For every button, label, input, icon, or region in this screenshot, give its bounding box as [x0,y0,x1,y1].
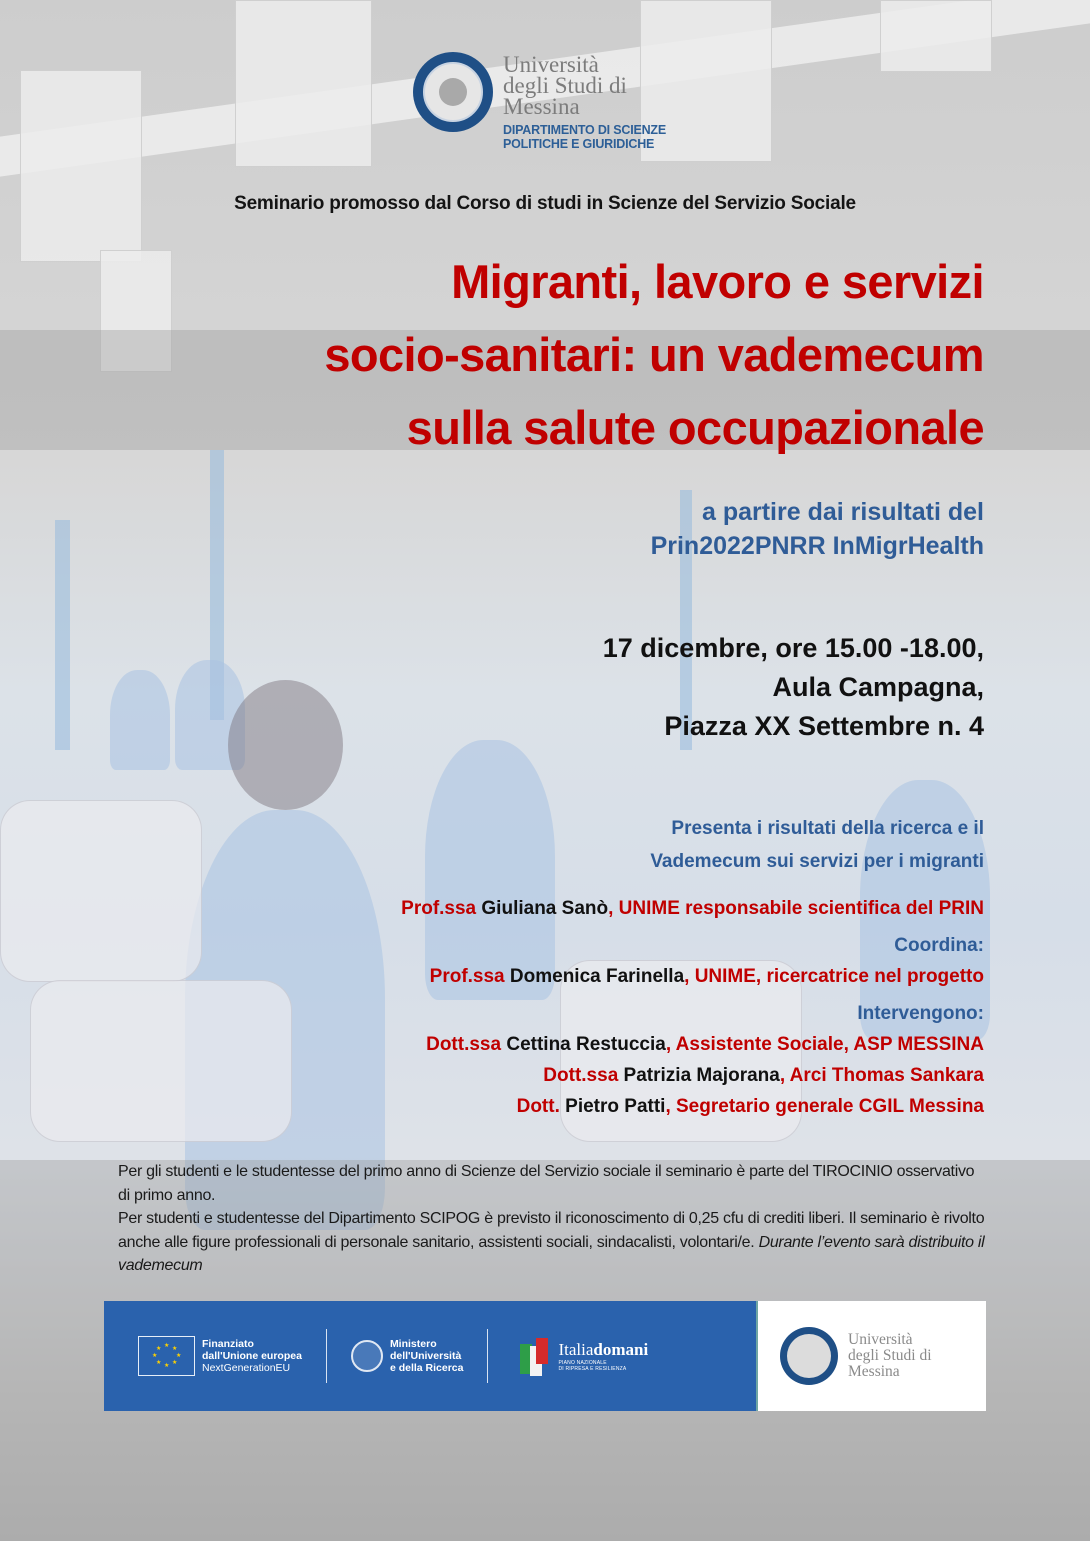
divider [326,1329,327,1383]
speaker-panel: Dott. Pietro Patti, Segretario generale CGIL Messina [516,1096,984,1117]
event-address: Piazza XX Settembre n. 4 [664,711,984,741]
department-name: DIPARTIMENTO DI SCIENZE POLITICHE E GIURIDICHE [503,123,667,151]
university-name-small: Università degli Studi di Messina [848,1331,932,1380]
panel-label: Intervengono: [857,1003,984,1024]
event-subtitle: a partire dai risultati del Prin2022PNRR InMigrHealth [650,498,984,560]
speaker-coordinator: Prof.ssa Domenica Farinella, UNIME, ricercatrice nel progetto [429,966,984,987]
notes [118,1160,988,1278]
university-logo-banner [756,1301,986,1411]
university-seal-icon [780,1327,838,1385]
speaker-presenter: Prof.ssa Giuliana Sanò, UNIME responsabile scientifica del PRIN [401,898,984,919]
eu-funding-text: Finanziato dall'Unione europea NextGenerationEU [202,1338,302,1374]
event-date-time: 17 dicembre, ore 15.00 -18.00, [602,633,984,663]
speakers-list [401,893,984,1122]
promo-line: Seminario promosso dal Corso di studi in Scienze del Servizio Sociale [234,193,856,214]
funding-logos [104,1301,756,1411]
presents-text: Presenta i risultati della ricerca e il Vademecum sui servizi per i migranti [650,818,984,872]
note-paragraph: Per studenti e studentesse del Dipartimento SCIPOG è previsto il riconoscimento di 0,25 cfu di crediti liberi. Il seminario è rivolto anche alle figure professionali di personale sanitario, assistenti sociali, sindacalisti, volontari/e. Durante l’evento sarà distribuito il vademecum [118,1210,985,1274]
sponsor-banner [104,1301,986,1411]
note-paragraph: Per gli studenti e le studentesse del primo anno di Scienze del Servizio sociale il seminario è parte del TIROCINIO osservativo di primo anno. [118,1163,975,1204]
italia-domani-flag-icon [512,1336,552,1376]
speaker-panel: Dott.ssa Cettina Restuccia, Assistente Sociale, ASP MESSINA [426,1034,984,1055]
event-room: Aula Campagna, [772,672,984,702]
speaker-panel: Dott.ssa Patrizia Majorana, Arci Thomas Sankara [543,1065,984,1086]
italia-domani-text: Italiadomani PIANO NAZIONALE DI RIPRESA E RESILIENZA [558,1340,649,1372]
eu-flag-icon: ★ ★ ★ ★ ★ ★ ★ ★ [138,1336,195,1376]
ministry-text: Ministero dell'Università e della Ricerca [389,1338,464,1374]
event-details [603,629,984,746]
university-seal-icon [413,52,493,132]
university-logo [413,52,666,151]
coordinator-label: Coordina: [894,935,984,956]
italian-republic-emblem-icon [351,1340,383,1372]
university-name: Università degli Studi di Messina [503,52,627,119]
divider [487,1329,488,1383]
event-title: Migranti, lavoro e servizi socio-sanitari: un vademecum sulla salute occupazionale [324,255,984,454]
